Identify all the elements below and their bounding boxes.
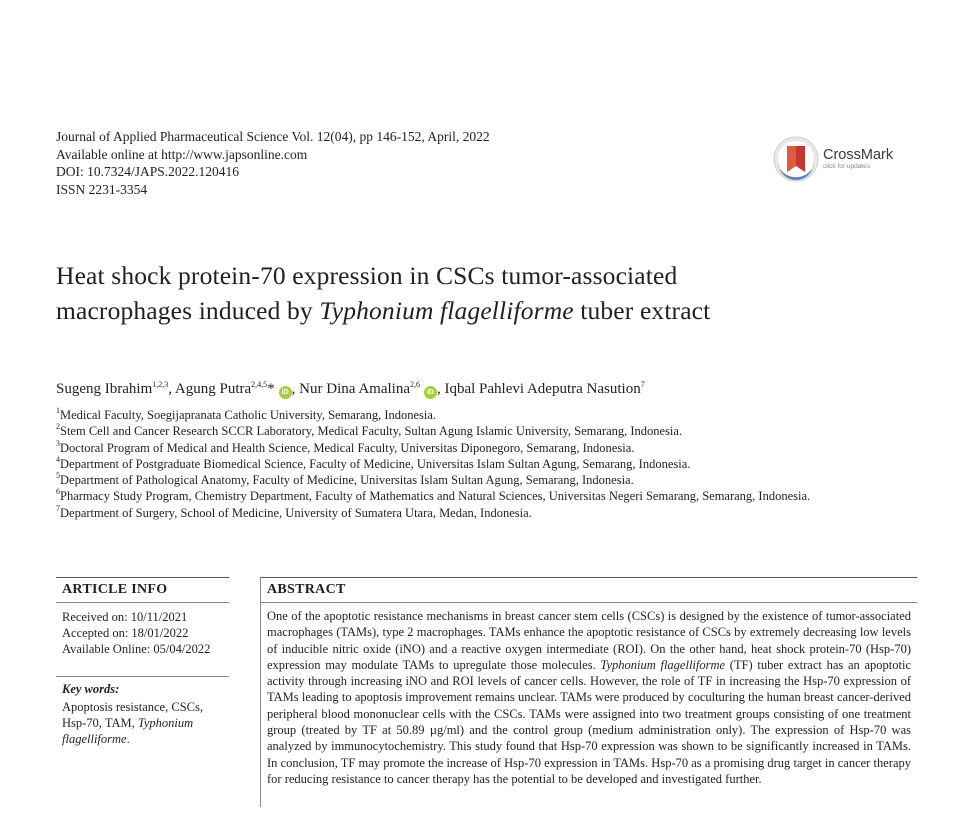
affiliation-list [56, 407, 810, 521]
title-text: macrophages induced by [56, 296, 320, 325]
accepted-date: Accepted on: 18/01/2022 [62, 626, 189, 640]
online-date: Available Online: 05/04/2022 [62, 642, 211, 656]
crossmark-button[interactable] [773, 136, 893, 182]
journal-issn: ISSN 2231-3354 [56, 181, 148, 197]
title-species: Typhonium flagelliforme [319, 296, 574, 325]
section-divider [56, 577, 229, 578]
orcid-icon[interactable]: iD [424, 386, 437, 399]
abstract-text: One of the apoptotic resistance mechanisms in breast cancer stem cells (CSCs) is designed by the existence of tumor-associated macrophages (TAMs), type 2 macrophages. TAMs enhance the apoptotic resistance of CSCs by extremely decreasing low levels of inducible nitric oxide (iNO) and a reactive oxygen intermediate (ROI). On the other hand, heat shock protein-70 (Hsp-70) expression may modulate TAMs to upregulate those molecules. Typhonium flagelliforme (TF) tuber extract has an apoptotic activity through increasing iNO and ROI levels of cancer cells. However, the role of TF in increasing the Hsp-70 expression of TAMs leading to apoptosis improvement remains unclear. TAMs were produced by coculturing the human breast cancer-derived peripheral blood mononuclear cells with the CSCs. TAMs were assigned into two treatment groups consisting of one treatment group (treated by TF at 50.89 µg/ml) and the control group (medium administration only). The expression of Hsp-70 was analyzed by immunocytochemistry. This study found that Hsp-70 expression was shown to be significantly increased in TAMs. In conclusion, TF may promote the increase of Hsp-70 expression in TAMs. Hsp-70 as a promising drug target in cancer therapy for reducing resistance to cancer therapy has the potential to be developed and investigated further. [267, 609, 912, 786]
column-divider [260, 577, 261, 807]
received-date: Received on: 10/11/2021 [62, 610, 188, 624]
journal-citation: Journal of Applied Pharmaceutical Science Vol. 12(04), pp 146-152, April, 2022 [56, 129, 490, 144]
author-affiliation-ref: 2,6 [409, 380, 420, 389]
affiliation-item: $^5$Department of Pathological Anatomy, Faculty of Medicine, Universitas Islam Sultan Agung, Semarang, Indonesia. [56, 471, 634, 488]
author-name: Iqbal Pahlevi Adeputra Nasution [444, 381, 641, 397]
section-divider [260, 602, 917, 603]
author-affiliation-ref: 2,4,5 [251, 380, 268, 389]
article-title [56, 258, 936, 328]
title-text: tuber extract [573, 296, 711, 325]
title-line-2 [56, 293, 936, 328]
corresponding-author-mark: * [267, 381, 275, 397]
author-affiliation-ref: 1,2,3 [152, 380, 169, 389]
article-dates [62, 609, 210, 657]
affiliation-item: $^3$Doctoral Program of Medical and Health Science, Medical Faculty, Universitas Diponegoro, Semarang, Indonesia. [56, 438, 635, 455]
keywords-heading: Key words: [62, 682, 120, 696]
affiliation-item: $^1$Medical Faculty, Soegijapranata Catholic University, Semarang, Indonesia. [56, 406, 437, 422]
affiliation-item: $^4$Department of Postgraduate Biomedical Science, Faculty of Medicine, Universitas Islam Sultan Agung, Semarang, Indonesia. [56, 454, 691, 471]
journal-doi: DOI: 10.7324/JAPS.2022.120416 [56, 164, 240, 179]
author-name: Sugeng Ibrahim [56, 381, 153, 397]
affiliation-item: $^6$Pharmacy Study Program, Chemistry Department, Faculty of Mathematics and Natural Sciences, Universitas Negeri Semarang, Semarang, Indonesia. [56, 487, 811, 504]
article-info-heading: ARTICLE INFO [62, 582, 168, 597]
journal-header [56, 128, 490, 198]
crossmark-label: CrossMark [823, 147, 894, 163]
author-list: Sugeng Ibrahim$^{1,2,3}$, Agung Putra$^{2,4,5}$* iD , Nur Dina Amalina$^{2,6}$iD , Iqbal Pahlevi Adeputra Nasution$^7$ [56, 380, 645, 397]
affiliation-item: $^2$Stem Cell and Cancer Research SCCR Laboratory, Medical Faculty, Sultan Agung Islamic University, Semarang, Indonesia. [56, 422, 683, 439]
section-divider [56, 602, 229, 603]
orcid-icon[interactable]: iD [279, 386, 292, 399]
author-name: Nur Dina Amalina [299, 381, 410, 397]
section-divider [260, 577, 917, 578]
journal-available-online: Available online at http://www.japsonline.com [56, 146, 308, 162]
abstract-heading: ABSTRACT [267, 582, 346, 597]
keywords: Apoptosis resistance, CSCs, Hsp-70, TAM, Typhonium flagelliforme. [62, 700, 203, 746]
crossmark-sublabel: click for updates [823, 163, 870, 170]
title-line-1: Heat shock protein-70 expression in CSCs tumor-associated [56, 261, 678, 290]
section-divider [56, 676, 229, 677]
affiliation-item: $^7$Department of Surgery, School of Medicine, University of Sumatera Utara, Medan, Indonesia. [56, 503, 532, 520]
author-name: Agung Putra [174, 381, 252, 397]
crossmark-icon [773, 136, 819, 182]
author-affiliation-ref: 7 [640, 380, 645, 389]
